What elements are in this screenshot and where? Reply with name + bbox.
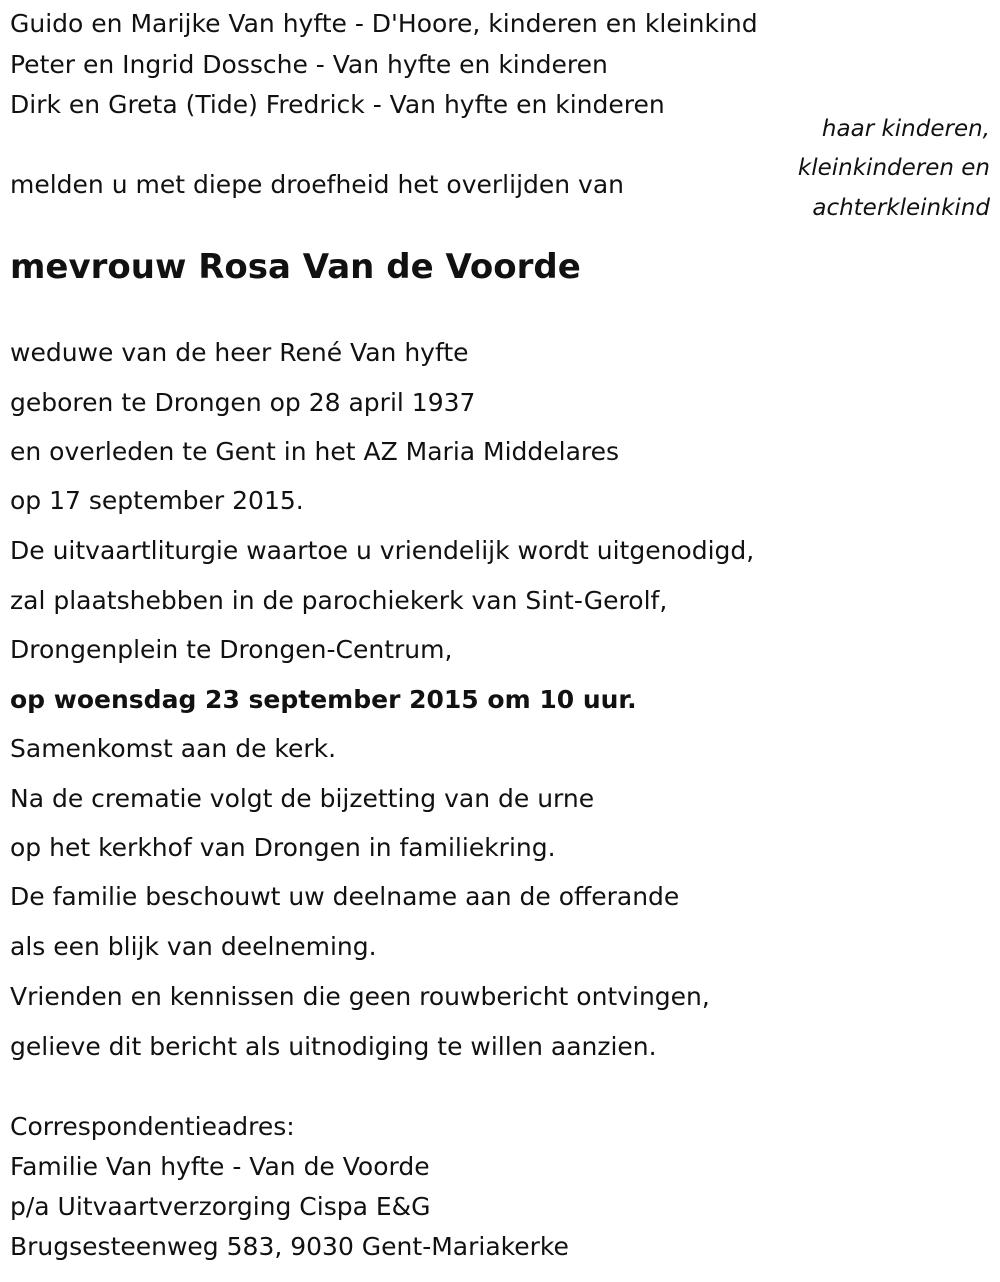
body-line: Vrienden en kennissen die geen rouwbericht ontvingen, (10, 982, 710, 1011)
correspondence-line: p/a Uitvaartverzorging Cispa E&G (10, 1192, 431, 1221)
funeral-date-line: op woensdag 23 september 2015 om 10 uur. (10, 685, 637, 714)
body-line: geboren te Drongen op 28 april 1937 (10, 388, 476, 417)
correspondence-line: Familie Van hyfte - Van de Voorde (10, 1152, 430, 1181)
body-line: De familie beschouwt uw deelname aan de offerande (10, 882, 680, 911)
body-line: gelieve dit bericht als uitnodiging te willen aanzien. (10, 1032, 657, 1061)
correspondence-line: Brugsesteenweg 583, 9030 Gent-Mariakerke (10, 1232, 569, 1261)
body-line: Samenkomst aan de kerk. (10, 734, 337, 763)
side-note-line-2: kleinkinderen en (797, 155, 990, 181)
body-line: weduwe van de heer René Van hyfte (10, 338, 469, 367)
side-note-line-1: haar kinderen, (821, 116, 990, 142)
body-line: op 17 september 2015. (10, 486, 304, 515)
side-note-line-3: achterkleinkind (812, 195, 990, 221)
deceased-name: mevrouw Rosa Van de Voorde (10, 247, 581, 287)
family-line-2: Peter en Ingrid Dossche - Van hyfte en kinderen (10, 50, 608, 79)
body-line: en overleden te Gent in het AZ Maria Middelares (10, 437, 620, 466)
correspondence-heading: Correspondentieadres: (10, 1112, 295, 1141)
body-line: op het kerkhof van Drongen in familiekring. (10, 833, 556, 862)
body-line: zal plaatshebben in de parochiekerk van Sint-Gerolf, (10, 586, 668, 615)
body-line: Na de crematie volgt de bijzetting van de urne (10, 784, 595, 813)
body-line: als een blijk van deelneming. (10, 932, 377, 961)
family-line-1: Guido en Marijke Van hyfte - D'Hoore, kinderen en kleinkind (10, 9, 758, 38)
announcement-text: melden u met diepe droefheid het overlijden van (10, 170, 625, 199)
body-line: De uitvaartliturgie waartoe u vriendelijk wordt uitgenodigd, (10, 536, 755, 565)
body-line: Drongenplein te Drongen-Centrum, (10, 635, 453, 664)
family-line-3: Dirk en Greta (Tide) Fredrick - Van hyfte en kinderen (10, 90, 665, 119)
